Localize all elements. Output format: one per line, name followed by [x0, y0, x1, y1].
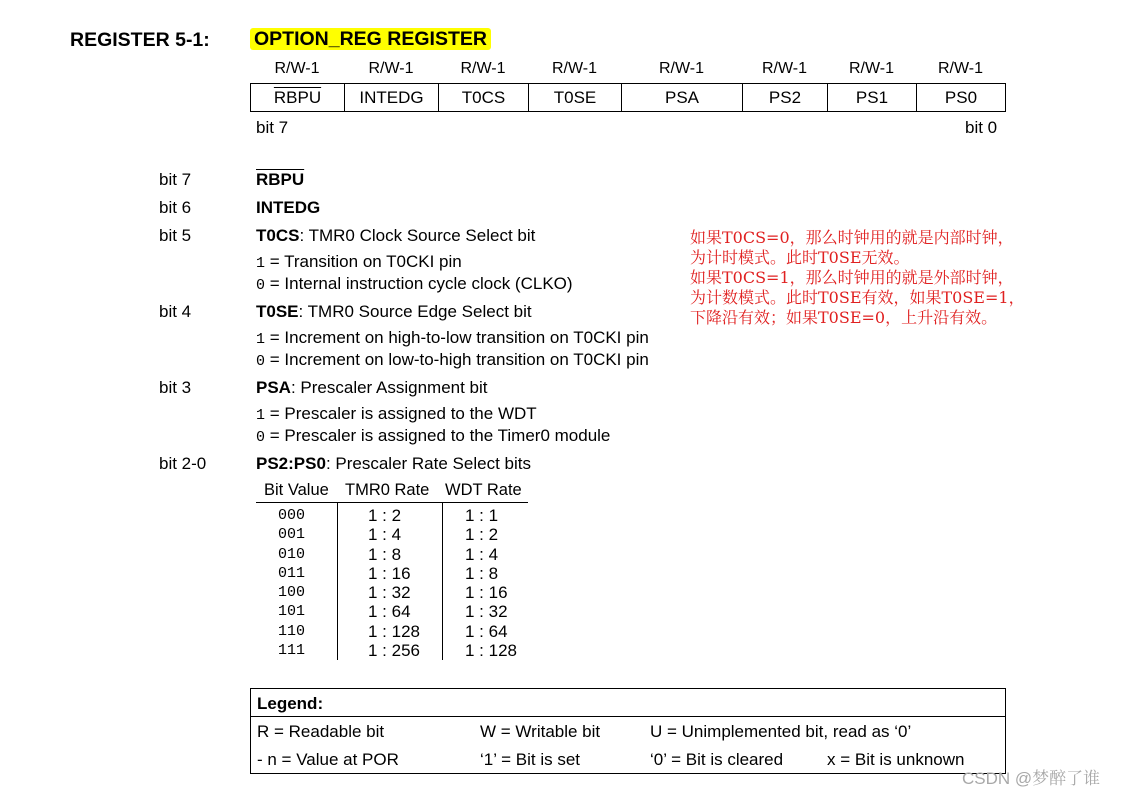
bit3-option-0: 0 = Prescaler is assigned to the Timer0 module: [256, 426, 611, 446]
rate-wdt-value: 1 : 128: [465, 641, 517, 661]
bit4-option-0: 0 = Increment on low-to-high transition on T0CKI pin: [256, 350, 649, 370]
access-label-bit3: R/W-1: [658, 60, 705, 77]
rate-tmr0-value: 1 : 16: [368, 563, 411, 583]
rate-bit-value: 010: [278, 545, 306, 563]
rate-bit-value: 000: [278, 507, 306, 524]
bit6-label: bit 6: [159, 198, 192, 217]
bit-cell-7: RBPU: [251, 84, 345, 112]
annotation-line: 如果T0CS=0，那么时钟用的就是内部时钟，: [690, 228, 1014, 247]
rate-column-tmr0: [368, 506, 420, 660]
rate-tmr0-value: 1 : 32: [368, 583, 411, 603]
annotation-line: 如果T0CS=1，那么时钟用的就是外部时钟，: [690, 268, 1014, 287]
bit7-label: bit 7: [159, 170, 192, 189]
rate-header-tmr0: TMR0 Rate: [345, 481, 430, 499]
csdn-watermark: CSDN @梦醉了谁: [962, 769, 1101, 788]
legend-bit-unknown: x = Bit is unknown: [827, 750, 965, 769]
legend-separator: [250, 716, 1006, 717]
bit5-label: bit 5: [159, 226, 192, 245]
bit-cell-5: T0CS: [439, 84, 529, 112]
bit2-0-label: bit 2-0: [159, 454, 207, 473]
rate-bit-value: 100: [278, 584, 306, 602]
legend-title: Legend:: [257, 694, 324, 713]
rate-wdt-value: 1 : 1: [465, 506, 499, 525]
bit7-name: RBPU: [256, 170, 305, 189]
rate-tmr0-value: 1 : 128: [368, 621, 420, 641]
annotation-note: [690, 228, 1025, 328]
bit4-label: bit 4: [159, 302, 192, 321]
rate-bit-value: 101: [278, 603, 306, 621]
rate-column-bit-values: [278, 506, 305, 660]
rate-tmr0-value: 1 : 256: [368, 641, 420, 661]
rate-tmr0-value: 1 : 4: [368, 525, 402, 545]
bit3-option-1: 1 = Prescaler is assigned to the WDT: [256, 404, 537, 424]
legend-readable: R = Readable bit: [257, 722, 385, 741]
access-label-bit5: R/W-1: [460, 60, 506, 77]
rate-tmr0-value: 1 : 64: [368, 602, 411, 622]
rate-tmr0-value: 1 : 2: [368, 506, 402, 525]
access-label-bit6: R/W-1: [368, 60, 414, 77]
access-label-bit4: R/W-1: [551, 60, 598, 77]
rate-wdt-value: 1 : 4: [465, 544, 499, 564]
bit4-option-1: 1 = Increment on high-to-low transition on T0CKI pin: [256, 328, 649, 348]
annotation-line: 下降沿有效；如果T0SE=0，上升沿有效。: [690, 308, 998, 327]
legend-por: - n = Value at POR: [257, 750, 399, 769]
bit5-option-0: 0 = Internal instruction cycle clock (CLKO): [256, 274, 573, 294]
rate-table-header-rule: [256, 502, 528, 503]
rate-column-wdt: [465, 506, 517, 660]
bit-cell-0: PS0: [917, 84, 1006, 112]
bit5-title: T0CS: TMR0 Clock Source Select bit: [256, 226, 536, 245]
legend-writable: W = Writable bit: [480, 722, 601, 741]
rate-header-wdt: WDT Rate: [445, 481, 522, 499]
msb-label: bit 7: [256, 118, 289, 137]
bit3-title: PSA: Prescaler Assignment bit: [256, 378, 488, 397]
legend-bit-cleared: ‘0’ = Bit is cleared: [650, 750, 784, 769]
access-label-bit0: R/W-1: [937, 60, 984, 77]
access-label-bit1: R/W-1: [848, 60, 895, 77]
rate-table-divider-2: [442, 503, 443, 660]
rate-wdt-value: 1 : 32: [465, 602, 508, 622]
bit-cell-3: PSA: [622, 84, 743, 112]
rate-wdt-value: 1 : 8: [465, 563, 499, 583]
rate-table-divider-1: [337, 503, 338, 660]
bit4-title: T0SE: TMR0 Source Edge Select bit: [256, 302, 532, 321]
register-bit-table: [250, 83, 1006, 112]
bit5-option-1: 1 = Transition on T0CKI pin: [256, 252, 462, 272]
rate-wdt-value: 1 : 16: [465, 583, 508, 603]
legend-unimplemented: U = Unimplemented bit, read as ‘0’: [650, 722, 912, 741]
rate-bit-value: 111: [278, 642, 306, 660]
bit6-name: INTEDG: [256, 198, 321, 217]
rate-bit-value: 011: [278, 564, 306, 582]
access-label-bit2: R/W-1: [761, 60, 808, 77]
rate-bit-value: 001: [278, 526, 306, 544]
register-name: OPTION_REG REGISTER: [250, 28, 491, 50]
register-title: [250, 28, 491, 51]
register-label: REGISTER 5-1:: [70, 29, 210, 51]
rate-bit-value: 110: [278, 622, 306, 640]
bit-cell-6: INTEDG: [345, 84, 439, 112]
legend-bit-set: ‘1’ = Bit is set: [480, 750, 580, 769]
rate-wdt-value: 1 : 2: [465, 525, 499, 545]
annotation-line: 为计时模式。此时T0SE无效。: [690, 248, 910, 267]
lsb-label: bit 0: [965, 118, 998, 137]
annotation-line: 为计数模式。此时T0SE有效，如果T0SE=1，: [690, 288, 1025, 307]
bit2-0-title: PS2:PS0: Prescaler Rate Select bits: [256, 454, 531, 473]
bit-cell-2: PS2: [743, 84, 828, 112]
rate-wdt-value: 1 : 64: [465, 621, 508, 641]
bit-cell-1: PS1: [828, 84, 917, 112]
access-label-bit7: R/W-1: [274, 60, 320, 77]
bit-cell-4: T0SE: [529, 84, 622, 112]
rate-tmr0-value: 1 : 8: [368, 544, 402, 564]
bit3-label: bit 3: [159, 378, 192, 397]
rate-header-bit-value: Bit Value: [264, 481, 329, 499]
